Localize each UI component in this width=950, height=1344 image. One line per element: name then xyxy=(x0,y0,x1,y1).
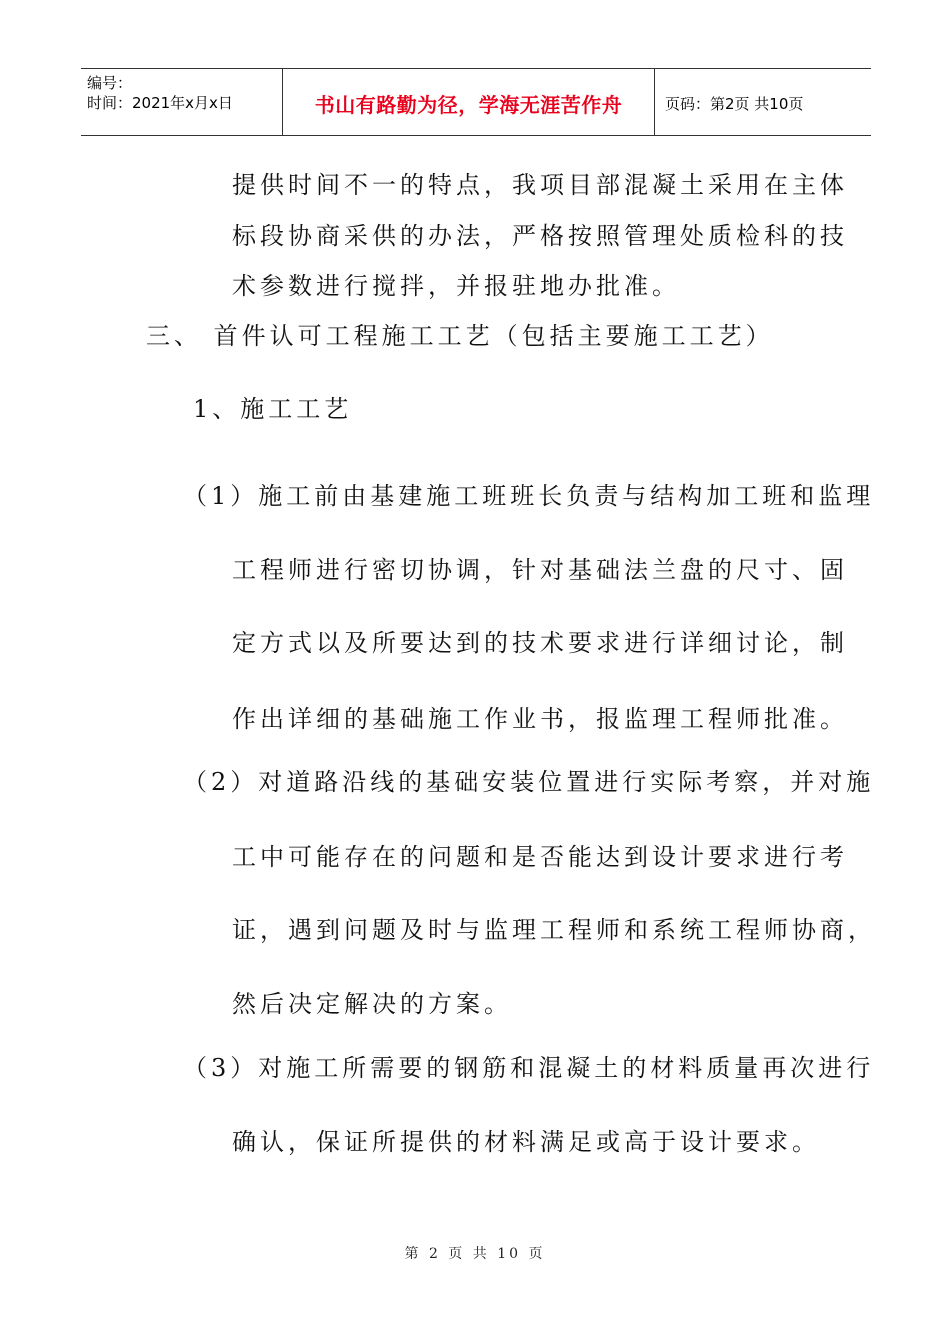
body-line: （3）对施工所需要的钢筋和混凝土的材料质量再次进行 xyxy=(183,1054,875,1082)
body-line: 工程师进行密切协调，针对基础法兰盘的尺寸、固 xyxy=(232,556,848,584)
body-line: 术参数进行搅拌，并报驻地办批准。 xyxy=(232,272,680,300)
body-line: 工中可能存在的问题和是否能达到设计要求进行考 xyxy=(232,843,848,871)
body-line: （2）对道路沿线的基础安装位置进行实际考察，并对施 xyxy=(183,768,875,796)
body-line: 确认，保证所提供的材料满足或高于设计要求。 xyxy=(232,1128,820,1156)
header-meta xyxy=(87,73,233,113)
body-line: 标段协商采供的办法，严格按照管理处质检科的技 xyxy=(232,222,848,250)
body-line: 定方式以及所要达到的技术要求进行详细讨论，制 xyxy=(232,629,848,657)
header-page-info: 页码：第2页 共10页 xyxy=(665,94,804,113)
document-number-label: 编号： xyxy=(87,74,133,92)
header-divider-right xyxy=(654,69,655,135)
page-header xyxy=(81,68,871,136)
document-date: 时间：2021年x月x日 xyxy=(87,94,233,112)
body-line: 证，遇到问题及时与监理工程师和系统工程师协商， xyxy=(232,916,876,944)
body-line: （1）施工前由基建施工班班长负责与结构加工班和监理 xyxy=(183,482,875,510)
body-line: 作出详细的基础施工作业书，报监理工程师批准。 xyxy=(232,705,848,733)
subsection-heading: 1、施工工艺 xyxy=(193,395,353,423)
page-footer: 第 2 页 共 10 页 xyxy=(404,1246,546,1262)
body-line: 然后决定解决的方案。 xyxy=(232,990,512,1018)
header-motto: 书山有路勤为径，学海无涯苦作舟 xyxy=(314,92,623,117)
body-line: 提供时间不一的特点，我项目部混凝土采用在主体 xyxy=(232,171,848,199)
section-heading: 三、 首件认可工程施工工艺（包括主要施工工艺） xyxy=(146,322,774,350)
